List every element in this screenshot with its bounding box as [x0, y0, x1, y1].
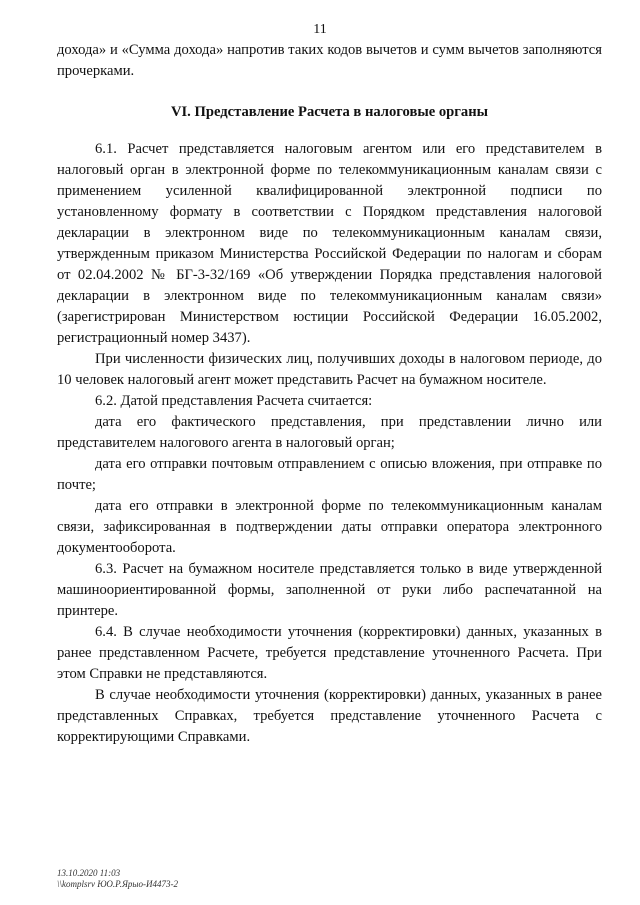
paragraph-6-3: 6.3. Расчет на бумажном носителе представляется только в виде утвержденной машиноориентированной формы, заполненной от руки либо распечатанной на принтере.: [57, 561, 602, 619]
paragraph-date-personal: дата его фактического представления, при представлении лично или представителем налогового агента в налоговый орган;: [57, 414, 602, 451]
paragraph-6-1: 6.1. Расчет представляется налоговым агентом или его представителем в налоговый орган в электронной форме по телекоммуникационным каналам связи с применением усиленной квалифицированной электронной подписи по установленному формату в соответствии с Порядком представления налоговой декларации в электронном виде по телекоммуникационным каналам связи, утвержденным приказом Министерства Российской Федерации по налогам и сборам от 02.04.2002 № БГ-3-32/169 «Об утверждении Порядка представления налоговой декларации в электронном виде по телекоммуникационным каналам связи» (зарегистрирован Министерством юстиции Российской Федерации 16.05.2002, регистрационный номер 3437).: [57, 141, 602, 346]
intro-paragraph: дохода» и «Сумма дохода» напротив таких кодов вычетов и сумм вычетов заполняются прочерками.: [57, 42, 602, 79]
footer-stamp: [57, 868, 178, 890]
footer-timestamp: 13.10.2020 11:03: [57, 868, 121, 878]
document-body: [57, 40, 602, 748]
footer-file-path: \\komplsrv ЮО.Р.Ярыо-И4473-2: [57, 879, 179, 889]
paragraph-small-employer: При численности физических лиц, получивших доходы в налоговом периоде, до 10 человек налоговый агент может представить Расчет на бумажном носителе.: [57, 351, 602, 388]
paragraph-date-electronic: дата его отправки в электронной форме по телекоммуникационным каналам связи, зафиксированная в подтверждении даты отправки оператора электронного документооборота.: [57, 498, 602, 556]
paragraph-6-4: 6.4. В случае необходимости уточнения (корректировки) данных, указанных в ранее представленном Расчете, требуется представление уточненного Расчета. При этом Справки не представляются.: [57, 624, 602, 682]
page-number: 11: [313, 22, 327, 37]
paragraph-6-2: 6.2. Датой представления Расчета считается:: [95, 393, 373, 409]
section-title: VI. Представление Расчета в налоговые органы: [170, 104, 489, 120]
paragraph-corrective-certificates: В случае необходимости уточнения (корректировки) данных, указанных в ранее представленных Справках, требуется представление уточненного Расчета с корректирующими Справками.: [57, 687, 602, 745]
paragraph-date-post: дата его отправки почтовым отправлением с описью вложения, при отправке по почте;: [57, 456, 602, 493]
